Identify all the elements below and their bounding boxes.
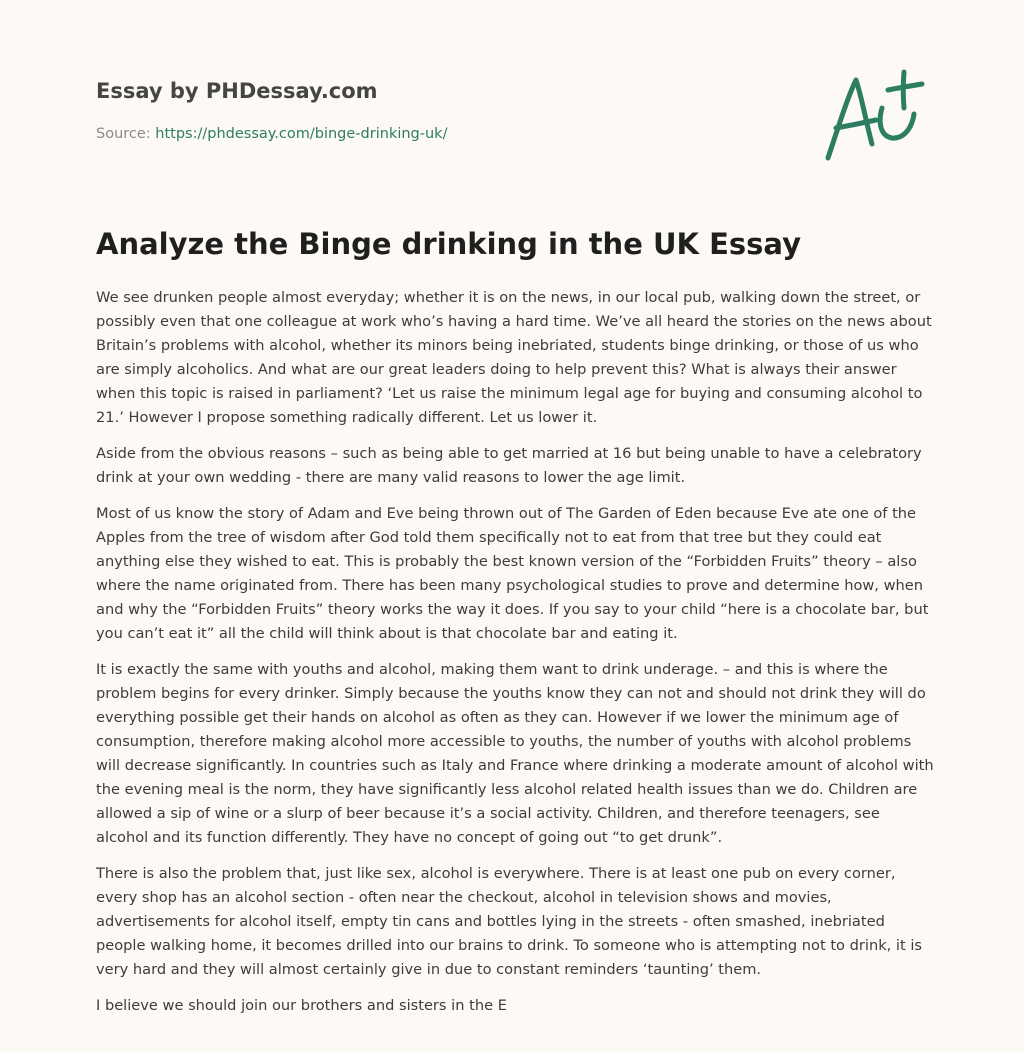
paragraph-1: We see drunken people almost everyday; whether it is on the news, in our local pub, walking down the street, or possibly even that one colleague at work who’s having a hard time. We’ve all heard the stories on the news about Britain’s problems with alcohol, whether its minors being inebriated, students binge drinking, or those of us who are simply alcoholics. And what are our great leaders doing to help prevent this? What is always their answer when this topic is raised in parliament? ‘Let us raise the minimum legal age for buying and consuming alcohol to 21.’ However I propose something radically different. Let us lower it. bbox=[96, 289, 932, 426]
essay-body bbox=[96, 286, 936, 1030]
site-brand: Essay by PHDessay.com bbox=[96, 79, 378, 103]
a-plus-logo-graphic bbox=[818, 66, 930, 166]
paragraph-3: Most of us know the story of Adam and Eve being thrown out of The Garden of Eden because Eve ate one of the Apples from the tree of wisdom after God told them specifically not to eat from that tree but they could eat anything else they wished to eat. This is probably the best known version of the “Forbidden Fruits” theory – also where the name originated from. There has been many psychological studies to prove and determine how, when and why the “Forbidden Fruits” theory works the way it does. If you say to your child “here is a chocolate bar, but you can’t eat it” all the child will think about is that chocolate bar and eating it. bbox=[96, 505, 929, 642]
paragraph-4: It is exactly the same with youths and alcohol, making them want to drink underage. – and this is where the problem begins for every drinker. Simply because the youths know they can not and should not drink they will do everything possible get their hands on alcohol as often as they can. However if we lower the minimum age of consumption, therefore making alcohol more accessible to youths, the number of youths with alcohol problems will decrease significantly. In countries such as Italy and France where drinking a moderate amount of alcohol with the evening meal is the norm, they have significantly less alcohol related health issues than we do. Children are allowed a sip of wine or a slurp of beer because it’s a social activity. Children, and therefore teenagers, see alcohol and its function differently. They have no concept of going out “to get drunk”. bbox=[96, 661, 934, 846]
paragraph-6: I believe we should join our brothers and sisters in the E bbox=[96, 997, 507, 1014]
paragraph-2: Aside from the obvious reasons – such as being able to get married at 16 but being unable to have a celebratory drink at your own wedding - there are many valid reasons to lower the age limit. bbox=[96, 445, 922, 486]
paragraph-5: There is also the problem that, just like sex, alcohol is everywhere. There is at least one pub on every corner, every shop has an alcohol section - often near the checkout, alcohol in television shows and movies, advertisements for alcohol itself, empty tin cans and bottles lying in the streets - often smashed, inebriated people walking home, it becomes drilled into our brains to drink. To someone who is attempting not to drink, it is very hard and they will almost certainly give in due to constant reminders ‘taunting’ them. bbox=[96, 865, 922, 978]
source-label: Source: bbox=[96, 126, 156, 142]
source-link[interactable]: https://phdessay.com/binge-drinking-uk/ bbox=[155, 126, 448, 142]
page-header bbox=[96, 78, 796, 144]
source-line bbox=[96, 124, 796, 144]
a-plus-logo-icon bbox=[818, 66, 930, 166]
essay-title: Analyze the Binge drinking in the UK Essay bbox=[96, 227, 801, 261]
